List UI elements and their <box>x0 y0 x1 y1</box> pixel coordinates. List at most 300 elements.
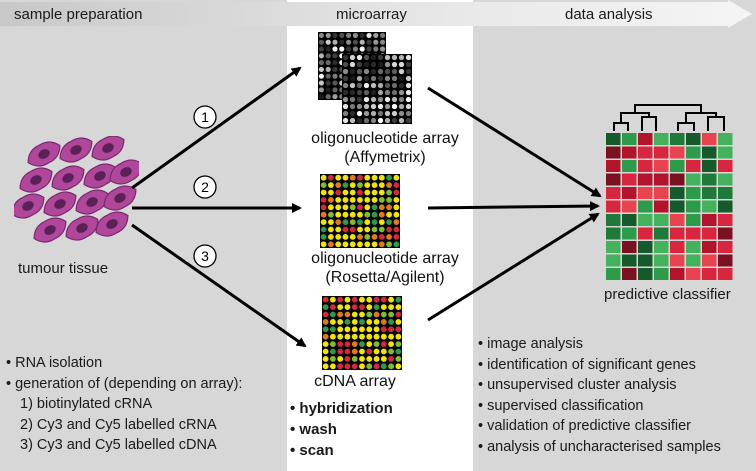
heatmap-cell <box>702 160 717 172</box>
array-spot <box>343 234 349 240</box>
array-spot <box>386 212 392 218</box>
heatmap-cell <box>670 147 685 159</box>
array-spot <box>339 40 344 45</box>
array-spot <box>379 212 385 218</box>
array-spot <box>335 212 341 218</box>
array-spot <box>326 33 331 38</box>
array-spot <box>366 312 372 318</box>
array-spot <box>380 33 385 38</box>
array-spot <box>379 197 385 203</box>
array-spot <box>330 312 336 318</box>
step-unsupervised-cluster: • unsupervised cluster analysis <box>478 377 677 393</box>
array-spot <box>357 104 362 109</box>
heatmap-cell <box>718 133 733 145</box>
array-spot <box>328 182 334 188</box>
array-spot <box>359 349 365 355</box>
array-spot <box>326 53 331 58</box>
array-spot <box>332 33 337 38</box>
array-spot <box>330 356 336 362</box>
array-spot <box>393 175 399 181</box>
array-spot <box>360 33 365 38</box>
array-spot <box>323 297 329 303</box>
heatmap-cell <box>718 160 733 172</box>
array-spot <box>399 111 404 116</box>
array-spot <box>330 334 336 340</box>
array-spot <box>328 241 334 247</box>
heatmap-cell <box>702 174 717 186</box>
array-spot <box>319 94 324 99</box>
array-spot <box>326 67 331 72</box>
heatmap-cell <box>686 133 701 145</box>
array-spot <box>392 90 397 95</box>
array-spot <box>373 46 378 51</box>
array-1-label <box>295 129 475 167</box>
array-spot <box>359 356 365 362</box>
array-spot <box>392 55 397 60</box>
heatmap-cell <box>622 174 637 186</box>
heatmap-cell <box>606 214 621 226</box>
array-spot <box>371 83 376 88</box>
array-spot <box>366 319 372 325</box>
heatmap-cell <box>718 214 733 226</box>
array-spot <box>335 204 341 210</box>
array-spot <box>323 349 329 355</box>
array-spot <box>328 234 334 240</box>
array-spot <box>366 349 372 355</box>
array-spot <box>335 175 341 181</box>
array-spot <box>352 356 358 362</box>
heatmap-cell <box>654 241 669 253</box>
array-spot <box>395 304 401 310</box>
array-spot <box>366 363 372 369</box>
array-spot <box>395 319 401 325</box>
array-spot <box>366 356 372 362</box>
array-spot <box>385 90 390 95</box>
array-spot <box>352 319 358 325</box>
array-spot <box>371 104 376 109</box>
array-spot <box>381 319 387 325</box>
array-spot <box>364 204 370 210</box>
array-spot <box>332 46 337 51</box>
array-spot <box>350 182 356 188</box>
array-spot <box>374 319 380 325</box>
array-spot <box>352 312 358 318</box>
heatmap-cell <box>670 174 685 186</box>
array-spot <box>343 182 349 188</box>
step-generation: • generation of (depending on array): <box>6 375 243 392</box>
heatmap-cell <box>622 147 637 159</box>
heatmap-cell <box>606 147 621 159</box>
array-spot <box>337 341 343 347</box>
array-spot <box>381 363 387 369</box>
array-spot <box>343 219 349 225</box>
array-spot <box>321 227 327 233</box>
array-spot <box>353 33 358 38</box>
array-spot <box>328 190 334 196</box>
array-spot <box>399 90 404 95</box>
array-spot <box>352 334 358 340</box>
array-spot <box>379 182 385 188</box>
array-spot <box>350 69 355 74</box>
route-3-label: 3 <box>201 248 209 264</box>
array-spot <box>364 83 369 88</box>
heatmap-cell <box>606 228 621 240</box>
heatmap-cell <box>718 147 733 159</box>
array-spot <box>323 319 329 325</box>
heatmap-cell <box>702 201 717 213</box>
heatmap-cell <box>606 174 621 186</box>
array-spot <box>350 104 355 109</box>
heatmap-cell <box>606 255 621 267</box>
array-spot <box>319 53 324 58</box>
heatmap-cell <box>702 133 717 145</box>
array-spot <box>374 326 380 332</box>
array-spot <box>371 69 376 74</box>
array-spot <box>381 356 387 362</box>
array-spot <box>326 87 331 92</box>
step-scan: • scan <box>290 442 334 459</box>
tumour-tissue-label: tumour tissue <box>18 260 109 277</box>
array-spot <box>350 190 356 196</box>
array-spot <box>319 80 324 85</box>
array-spot <box>366 40 371 45</box>
array-spot <box>321 234 327 240</box>
array-spot <box>378 111 383 116</box>
array-spot <box>337 312 343 318</box>
array-spot <box>385 83 390 88</box>
array-spot <box>357 175 363 181</box>
heatmap-cell <box>686 147 701 159</box>
array-spot <box>343 197 349 203</box>
array-spot <box>323 341 329 347</box>
heatmap-cell <box>670 268 685 280</box>
array-spot <box>337 363 343 369</box>
array-spot <box>332 67 337 72</box>
array-spot <box>319 46 324 51</box>
array-spot <box>359 341 365 347</box>
array-spot <box>357 118 362 123</box>
array-spot <box>346 40 351 45</box>
array-spot <box>335 190 341 196</box>
array-spot <box>386 182 392 188</box>
heatmap-cell <box>654 228 669 240</box>
array-spot <box>372 204 378 210</box>
array-spot <box>373 40 378 45</box>
array-spot <box>357 212 363 218</box>
array-spot <box>395 341 401 347</box>
array-1-title: oligonucleotide array <box>311 130 459 147</box>
array-spot <box>328 175 334 181</box>
array-spot <box>345 319 351 325</box>
array-spot <box>372 190 378 196</box>
array-spot <box>337 304 343 310</box>
array-spot <box>366 304 372 310</box>
array-spot <box>388 341 394 347</box>
array-spot <box>364 219 370 225</box>
heatmap-cell <box>718 255 733 267</box>
array-spot <box>381 326 387 332</box>
array-spot <box>352 349 358 355</box>
heatmap-cell <box>702 228 717 240</box>
array-spot <box>321 204 327 210</box>
array-spot <box>343 241 349 247</box>
array-spot <box>388 363 394 369</box>
array-spot <box>378 55 383 60</box>
array-spot <box>321 175 327 181</box>
array-spot <box>353 46 358 51</box>
array-spot <box>366 33 371 38</box>
array-spot <box>337 356 343 362</box>
array-spot <box>364 55 369 60</box>
array-spot <box>323 334 329 340</box>
arrow-array2-to-classifier <box>428 206 598 208</box>
array-spot <box>386 190 392 196</box>
heatmap-cell <box>718 187 733 199</box>
array-spot <box>337 334 343 340</box>
array-spot <box>372 212 378 218</box>
array-spot <box>343 212 349 218</box>
array-spot <box>345 363 351 369</box>
array-spot <box>374 297 380 303</box>
array-spot <box>345 304 351 310</box>
array-spot <box>343 76 348 81</box>
array-spot <box>343 62 348 67</box>
array-spot <box>337 297 343 303</box>
array-spot <box>359 334 365 340</box>
array-spot <box>343 111 348 116</box>
array-spot <box>321 197 327 203</box>
array-spot <box>378 90 383 95</box>
array-spot <box>364 62 369 67</box>
array-spot <box>343 204 349 210</box>
array-spot <box>381 304 387 310</box>
array-spot <box>366 46 371 51</box>
array-spot <box>379 204 385 210</box>
array-spot <box>366 341 372 347</box>
heatmap-cell <box>622 228 637 240</box>
array-spot <box>350 219 356 225</box>
array-spot <box>326 94 331 99</box>
step-cy3-cy5-crna: 2) Cy3 and Cy5 labelled cRNA <box>20 416 217 433</box>
array-spot <box>350 118 355 123</box>
array-spot <box>350 55 355 60</box>
array-spot <box>366 297 372 303</box>
array-spot <box>350 76 355 81</box>
heatmap-cell <box>638 228 653 240</box>
route-2-label: 2 <box>201 179 209 195</box>
array-spot <box>406 55 411 60</box>
array-spot <box>366 326 372 332</box>
classifier-heatmap <box>604 103 746 283</box>
array-spot <box>319 60 324 65</box>
array-spot <box>323 326 329 332</box>
array-spot <box>357 83 362 88</box>
array-spot <box>323 363 329 369</box>
array-spot <box>372 234 378 240</box>
array-spot <box>385 118 390 123</box>
heatmap-cell <box>670 201 685 213</box>
array-spot <box>321 219 327 225</box>
array-spot <box>364 175 370 181</box>
array-spot <box>321 182 327 188</box>
array-spot <box>378 104 383 109</box>
array-spot <box>381 312 387 318</box>
array-spot <box>357 111 362 116</box>
affymetrix-array-chip <box>318 32 420 128</box>
heatmap-cell <box>654 255 669 267</box>
sample-preparation-steps <box>6 353 242 456</box>
array-2-label <box>285 249 485 287</box>
array-spot <box>385 97 390 102</box>
heatmap-cell <box>654 160 669 172</box>
array-spot <box>392 111 397 116</box>
array-spot <box>345 334 351 340</box>
array-spot <box>352 297 358 303</box>
heatmap-cell <box>638 268 653 280</box>
heatmap-cell <box>702 147 717 159</box>
array-spot <box>335 197 341 203</box>
route-1-label: 1 <box>201 109 209 125</box>
array-1-vendor: (Affymetrix) <box>344 149 426 166</box>
array-spot <box>330 304 336 310</box>
heatmap-cell <box>638 147 653 159</box>
array-spot <box>374 341 380 347</box>
array-spot <box>350 197 356 203</box>
heatmap-cell <box>654 174 669 186</box>
array-spot <box>364 90 369 95</box>
heatmap-cell <box>638 241 653 253</box>
heatmap-cell <box>686 187 701 199</box>
array-spot <box>339 46 344 51</box>
array-spot <box>392 104 397 109</box>
array-spot <box>345 326 351 332</box>
data-analysis-steps <box>478 334 721 457</box>
array-spot <box>328 219 334 225</box>
array-spot <box>378 62 383 67</box>
array-spot <box>386 227 392 233</box>
stage-label-data-analysis: data analysis <box>565 6 653 23</box>
array-spot <box>386 175 392 181</box>
array-spot <box>364 118 369 123</box>
step-wash: • wash <box>290 421 337 438</box>
heatmap-cell <box>638 201 653 213</box>
array-spot <box>392 118 397 123</box>
array-spot <box>371 76 376 81</box>
array-spot <box>330 349 336 355</box>
heatmap-cell <box>638 174 653 186</box>
array-spot <box>357 241 363 247</box>
array-spot <box>335 234 341 240</box>
array-spot <box>388 334 394 340</box>
array-spot <box>352 326 358 332</box>
array-spot <box>364 76 369 81</box>
heatmap-cell <box>686 255 701 267</box>
array-spot <box>395 356 401 362</box>
array-spot <box>399 104 404 109</box>
array-spot <box>364 104 369 109</box>
array-spot <box>330 319 336 325</box>
array-spot <box>359 326 365 332</box>
heatmap-cell <box>622 268 637 280</box>
array-2-vendor: (Rosetta/Agilent) <box>325 269 445 286</box>
array-spot <box>399 118 404 123</box>
array-spot <box>399 62 404 67</box>
array-spot <box>343 83 348 88</box>
array-spot <box>345 341 351 347</box>
heatmap-cell <box>606 201 621 213</box>
heatmap-cell <box>622 255 637 267</box>
array-spot <box>386 241 392 247</box>
heatmap-cell <box>670 160 685 172</box>
array-spot <box>321 241 327 247</box>
array-spot <box>357 234 363 240</box>
array-spot <box>350 97 355 102</box>
array-spot <box>399 76 404 81</box>
array-spot <box>388 326 394 332</box>
array-spot <box>357 62 362 67</box>
array-spot <box>350 241 356 247</box>
array-spot <box>319 33 324 38</box>
heatmap-cell <box>622 214 637 226</box>
array-spot <box>379 175 385 181</box>
array-spot <box>332 74 337 79</box>
array-spot <box>357 69 362 74</box>
array-spot <box>374 304 380 310</box>
array-spot <box>364 111 369 116</box>
heatmap-cell <box>638 214 653 226</box>
heatmap-cell <box>718 201 733 213</box>
array-spot <box>326 46 331 51</box>
heatmap-cell <box>638 187 653 199</box>
heatmap-cell <box>606 241 621 253</box>
array-spot <box>330 363 336 369</box>
array-spot <box>374 356 380 362</box>
array-spot <box>406 118 411 123</box>
step-validation: • validation of predictive classifier <box>478 418 692 434</box>
array-spot <box>386 219 392 225</box>
heatmap-cell <box>670 187 685 199</box>
array-spot <box>343 118 348 123</box>
array-spot <box>395 334 401 340</box>
array-spot <box>393 241 399 247</box>
step-biotinylated-crna: 1) biotinylated cRNA <box>20 396 153 412</box>
array-spot <box>392 69 397 74</box>
array-spot <box>395 363 401 369</box>
array-spot <box>350 204 356 210</box>
array-spot <box>406 62 411 67</box>
array-spot <box>371 90 376 95</box>
array-spot <box>332 60 337 65</box>
array-spot <box>323 356 329 362</box>
array-spot <box>350 175 356 181</box>
heatmap-cell <box>702 255 717 267</box>
heatmap-cell <box>654 214 669 226</box>
array-spot <box>335 219 341 225</box>
array-spot <box>335 227 341 233</box>
array-spot <box>364 190 370 196</box>
array-spot <box>395 326 401 332</box>
array-spot <box>335 182 341 188</box>
array-spot <box>392 97 397 102</box>
array-spot <box>345 312 351 318</box>
array-spot <box>326 60 331 65</box>
array-spot <box>374 334 380 340</box>
array-spot <box>399 55 404 60</box>
array-spot <box>385 111 390 116</box>
array-spot <box>393 204 399 210</box>
array-spot <box>386 197 392 203</box>
array-spot <box>332 87 337 92</box>
